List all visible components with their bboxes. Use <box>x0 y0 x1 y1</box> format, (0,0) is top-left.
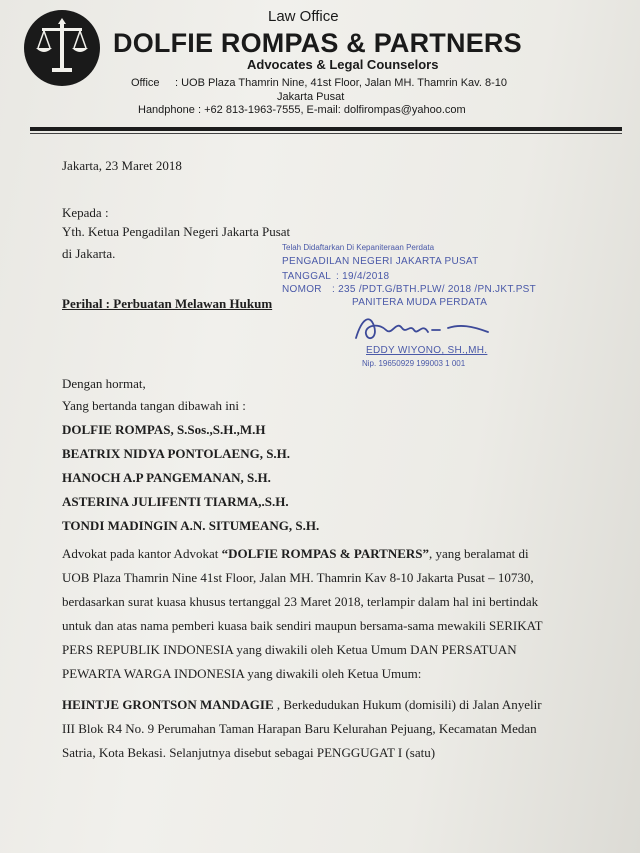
stamp-officer-nip: Nip. 19650929 199003 1 001 <box>362 359 466 368</box>
signer-name: TONDI MADINGIN A.N. SITUMEANG, S.H. <box>62 518 320 533</box>
signature-mark <box>348 308 498 348</box>
scales-of-justice-icon <box>22 8 102 88</box>
paragraph-advocate-line: PERS REPUBLIK INDONESIA yang diwakili oleh Ketua Umum DAN PERSATUAN <box>62 642 517 657</box>
stamp-clerk-title: PANITERA MUDA PERDATA <box>352 297 488 308</box>
plaintiff-name: HEINTJE GRONTSON MANDAGIE <box>62 697 274 712</box>
office-label: Office <box>131 77 160 89</box>
paragraph-advocate-line: UOB Plaza Thamrin Nine 41st Floor, Jalan MH. Thamrin Kav 8-10 Jakarta Pusat – 10730, <box>62 570 534 585</box>
header-divider <box>30 127 622 131</box>
paragraph-advocate-line: untuk dan atas nama pemberi kuasa baik sendiri maupun bersama-sama mewakili SERIKAT <box>62 618 543 633</box>
paragraph-text: Advokat pada kantor Advokat <box>62 546 222 561</box>
stamp-court-name: PENGADILAN NEGERI JAKARTA PUSAT <box>282 256 479 267</box>
plaintiff-line: III Blok R4 No. 9 Perumahan Taman Harapan Baru Kelurahan Pejuang, Kecamatan Medan <box>62 721 537 736</box>
paragraph-text: , yang beralamat di <box>429 546 529 561</box>
firm-name-inline: “DOLFIE ROMPAS & PARTNERS” <box>221 546 430 561</box>
stamp-number-label: NOMOR <box>282 284 322 295</box>
signer-name: HANOCH A.P PANGEMANAN, S.H. <box>62 470 271 485</box>
plaintiff-line: Satria, Kota Bekasi. Selanjutnya disebut sebagai PENGGUGAT I (satu) <box>62 745 436 760</box>
plaintiff-line-1 <box>62 697 542 713</box>
recipient-line-1: Yth. Ketua Pengadilan Negeri Jakarta Pusat <box>62 224 291 239</box>
signer-name: DOLFIE ROMPAS, S.Sos.,S.H.,M.H <box>62 422 266 437</box>
signer-name: ASTERINA JULIFENTI TIARMA,.S.H. <box>62 494 289 509</box>
plaintiff-text: , Berkedudukan Hukum (domisili) di Jalan Anyelir <box>273 697 542 712</box>
recipient-label: Kepada : <box>62 205 109 220</box>
paragraph-advocate-line: PEWARTA WARGA INDONESIA yang diwakili oleh Ketua Umum: <box>62 666 422 681</box>
firm-name: DOLFIE ROMPAS & PARTNERS <box>113 28 522 58</box>
signer-name: BEATRIX NIDYA PONTOLAENG, S.H. <box>62 446 291 461</box>
stamp-date-value: : 19/4/2018 <box>336 271 390 282</box>
office-address-line-2: Jakarta Pusat <box>277 91 345 103</box>
paragraph-advocate-line: berdasarkan surat kuasa khusus tertanggal 23 Maret 2018, terlampir dalam hal ini bertindak <box>62 594 539 609</box>
stamp-date-label: TANGGAL <box>282 271 332 282</box>
law-office-label: Law Office <box>268 8 339 25</box>
firm-subtitle: Advocates & Legal Counselors <box>247 57 439 72</box>
signers-intro: Yang bertanda tangan dibawah ini : <box>62 398 246 413</box>
letter-subject: Perihal : Perbuatan Melawan Hukum <box>62 296 273 311</box>
paragraph-advocate-line-1 <box>62 546 529 562</box>
office-address-line-1: : UOB Plaza Thamrin Nine, 41st Floor, Jalan MH. Thamrin Kav. 8-10 <box>175 77 507 89</box>
handphone-value: : +62 813-1963-7555, E-mail: dolfirompas@yahoo.com <box>198 104 466 116</box>
header-divider-thin <box>30 133 622 134</box>
letter-greeting: Dengan hormat, <box>62 376 146 391</box>
letter-date: Jakarta, 23 Maret 2018 <box>62 158 182 173</box>
stamp-line-1: Telah Didaftarkan Di Kepaniteraan Perdata <box>282 243 435 252</box>
stamp-number-value: : 235 /PDT.G/BTH.PLW/ 2018 /PN.JKT.PST <box>332 284 537 295</box>
stamp-officer-name: EDDY WIYONO, SH.,MH. <box>366 345 488 356</box>
handphone-label: Handphone <box>138 104 195 116</box>
recipient-line-2: di Jakarta. <box>62 246 116 261</box>
